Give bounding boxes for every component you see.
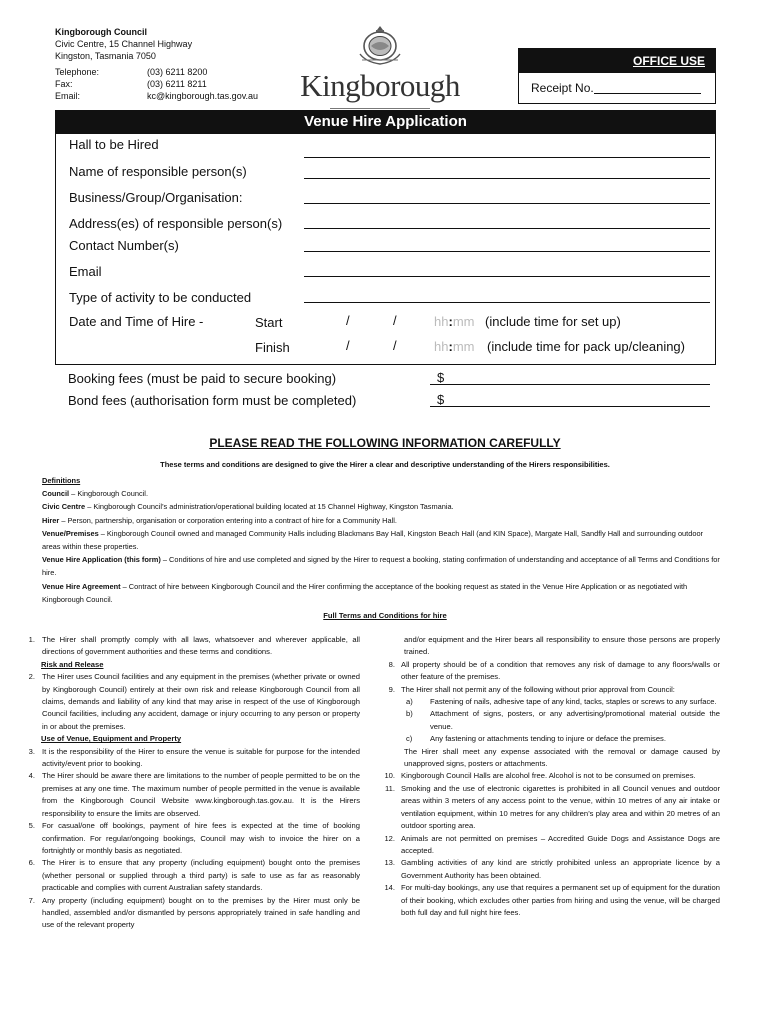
term-number: 4. [28, 771, 35, 781]
minute-placeholder: mm [452, 314, 475, 329]
term-text: It is the responsibility of the Hirer to ensure the venue is suitable for purpose for the intended activity/event prior to booking. [42, 746, 360, 769]
term-number: 9. [388, 684, 395, 694]
definition-item [42, 553, 722, 579]
hour-placeholder: hh [434, 339, 449, 354]
sub-term-text: Attachment of signs, posters, or any advertising/promotional material outside the venue. [430, 709, 720, 731]
term-text: The Hirer shall not permit any of the following without prior approval from Council: [401, 684, 675, 694]
booking-fees-currency: $ [437, 370, 445, 385]
definition-item [42, 500, 722, 513]
definition-text: – Kingborough Council owned and managed Community Halls including Blackmans Bay Hall, Kingston Beach Hall (and KIN Space), Margate Hall, Sandfly Hall and surrounding outdoor areas within these properties. [42, 528, 704, 552]
term-text: All property should be of a condition that removes any risk of damage to any floors/walls or other feature of the premises. [401, 659, 720, 682]
use-of-venue-heading: Use of Venue, Equipment and Property [41, 734, 182, 744]
hour-placeholder: hh [434, 314, 449, 329]
bond-fees-field[interactable] [430, 406, 710, 407]
terms-column-right [380, 634, 720, 919]
address-line-1: Civic Centre, 15 Channel Highway [55, 39, 193, 49]
start-label: Start [255, 315, 283, 330]
term-item [380, 659, 720, 684]
office-use-box [518, 48, 716, 104]
definition-term: Hirer [42, 515, 60, 525]
finish-time-note: (include time for pack up/cleaning) [487, 339, 685, 354]
receipt-number-field[interactable] [594, 81, 701, 94]
address-field[interactable] [304, 228, 710, 229]
office-use-title: OFFICE USE [519, 49, 715, 73]
definition-text: – Conditions of hire and use completed and signed by the Hirer to request a booking, stating confirmation of understanding and acceptance of all Terms and Conditions for hire. [42, 555, 720, 578]
contact-label: Email: [55, 91, 81, 101]
address-line-2: Kingston, Tasmania 7050 [55, 51, 156, 61]
term-item [380, 770, 720, 782]
term-text: For casual/one off bookings, payment of hire fees is expected at the time of booking confirmation. For regular/ongoing bookings, Council may wish to invoice the hirer on a fortnightly or monthly basis as negotiated. [42, 821, 360, 855]
term-number: 11. [385, 783, 395, 793]
definition-item [42, 487, 722, 500]
sub-term-text: Fastening of nails, adhesive tape of any kind, tacks, staples or screws to any surface. [430, 697, 717, 707]
email-label: Email [69, 264, 102, 279]
time-separator: : [448, 339, 453, 354]
contact-row-email [55, 90, 258, 102]
logo-underline [330, 108, 430, 109]
term-number: 3. [28, 746, 35, 756]
term-number: 2. [28, 672, 35, 682]
activity-label: Type of activity to be conducted [69, 290, 252, 305]
definition-term: Council [42, 489, 70, 499]
finish-label: Finish [255, 340, 290, 355]
form-bottom-border [55, 364, 716, 365]
start-date-slash: / [393, 313, 397, 328]
term-item [20, 746, 360, 771]
term-text: The Hirer is to ensure that any property (including equipment) bought onto the premises (whether personal or supplied through a third party) is safe to use as far as reasonably practicable and complies with current Australian safety standards. [42, 858, 360, 893]
finish-date-slash: / [393, 338, 397, 353]
hall-label: Hall to be Hired [69, 137, 159, 152]
term-text: The Hirer uses Council facilities and any equipment in the premises (whether private or owned by Kingborough Council) entirely at their own risk and release Kingborough Council from all claims, demands and liability of any kind that may arise in respect of the use of Kingborough Council facilities, including any accident, damage or injury occurring to any person or property in or about the premises. [42, 672, 360, 731]
term-item [380, 783, 720, 833]
term-number: 12. [384, 833, 395, 843]
term-item [20, 770, 360, 820]
definition-text: – Contract of hire between Kingborough Council and the Hirer confirming the acceptance of the booking request as stated in the Venue Hire Application or as negotiated with Kingborough Council. [42, 581, 688, 604]
term-item [20, 634, 360, 659]
start-date-slash: / [346, 313, 350, 328]
definition-term: Venue Hire Agreement [42, 581, 121, 591]
definitions-section [42, 474, 722, 606]
contact-label: Telephone: [55, 67, 100, 77]
term-number: 8. [388, 659, 395, 669]
term-text: Animals are not permitted on premises – Accredited Guide Dogs and Assistance Dogs are accepted. [401, 833, 720, 855]
responsible-person-label: Name of responsible person(s) [69, 164, 247, 179]
minute-placeholder: mm [452, 339, 475, 354]
contact-value: (03) 6211 8200 [147, 67, 208, 77]
term-text: The Hirer shall promptly comply with all laws, whatsoever and wherever applicable, all directions of government authorities and these terms and conditions. [42, 635, 360, 657]
definition-item [42, 527, 722, 553]
contact-row-fax [55, 78, 258, 90]
risk-release-heading: Risk and Release [41, 659, 104, 669]
term-item [380, 857, 720, 882]
term-item [380, 833, 720, 858]
definition-text: – Kingborough Council’s administration/operational building located at 15 Channel Highway, Kingston Tasmania. [85, 502, 454, 512]
start-time-field[interactable] [434, 314, 474, 329]
term-item [20, 857, 360, 894]
sub-term-item [380, 708, 720, 733]
sub-term-text: Any fastening or attachments tending to injure or deface the premises. [430, 734, 666, 744]
term-item [380, 684, 720, 696]
terms-intro: These terms and conditions are designed to give the Hirer a clear and descriptive understanding of the Hirers responsibilities. [160, 460, 610, 469]
term-continuation: and/or equipment and the Hirer bears all responsibility to ensure those persons are properly trained. [404, 635, 720, 657]
council-address-block [55, 26, 192, 62]
receipt-row [519, 73, 715, 95]
email-field[interactable] [304, 276, 710, 277]
term-text: Smoking and the use of electronic cigarettes is prohibited in all Council venues and outdoor areas within 3 meters of any access point to the venue, within 10 metres of any air intake or ventilation equipment, within 10 metres for any children’s play area and within 20 metres of an outdoor sporting area. [401, 783, 720, 831]
contact-label: Fax: [55, 79, 73, 89]
contact-row-telephone [55, 66, 258, 78]
term-number: 6. [28, 858, 35, 868]
definition-text: – Person, partnership, organisation or corporation entering into a contract of hire for a Community Hall. [59, 515, 397, 525]
definition-text: – Kingborough Council. [69, 489, 148, 499]
venue-hire-form [55, 110, 716, 365]
contact-value: (03) 6211 8211 [147, 79, 207, 89]
term-number: 7. [28, 895, 35, 905]
term-number: 1. [28, 635, 35, 644]
form-title: Venue Hire Application [56, 110, 715, 134]
kingborough-logo [300, 24, 460, 104]
term-text: The Hirer should be aware there are limitations to the number of people permitted to be on the premises at any one time. The maximum number of people permitted in the venue is available from the Kingborough Council Website www.kingborough.tas.gov.au. It is the Hirers responsibility to ensure the limits are observed. [42, 771, 360, 818]
term-9-tail: The Hirer shall meet any expense associated with the removal or damage caused by unapproved signs, posters or attachments. [404, 746, 720, 769]
term-number: 14. [384, 883, 395, 893]
definitions-title: Definitions [42, 476, 81, 485]
definition-item [42, 580, 722, 606]
council-crest-icon [352, 24, 408, 70]
organisation-field[interactable] [304, 203, 710, 204]
definition-item [42, 514, 722, 527]
bond-fees-label: Bond fees (authorisation form must be completed) [68, 393, 357, 408]
finish-date-slash: / [346, 338, 350, 353]
term-item [20, 895, 360, 932]
sub-term-item [380, 696, 720, 708]
logo-wordmark: Kingborough [300, 68, 460, 103]
receipt-label: Receipt No. [531, 81, 594, 95]
finish-time-field[interactable] [434, 339, 474, 354]
council-name: Kingborough Council [55, 27, 147, 37]
bond-fees-currency: $ [437, 392, 445, 407]
contact-number-label: Contact Number(s) [69, 238, 179, 253]
booking-fees-label: Booking fees (must be paid to secure booking) [68, 371, 337, 386]
read-carefully-heading: PLEASE READ THE FOLLOWING INFORMATION CAREFULLY [209, 436, 561, 450]
term-number: 10. [384, 771, 395, 781]
date-time-label: Date and Time of Hire - [69, 314, 204, 329]
activity-field[interactable] [304, 302, 710, 303]
sub-term-letter: b) [406, 709, 413, 719]
definition-term: Civic Centre [42, 502, 86, 512]
organisation-label: Business/Group/Organisation: [69, 190, 243, 205]
address-label: Address(es) of responsible person(s) [69, 216, 283, 231]
definition-term: Venue Hire Application (this form) [42, 555, 161, 565]
time-separator: : [448, 314, 453, 329]
full-terms-title: Full Terms and Conditions for hire [323, 611, 447, 620]
term-item [20, 820, 360, 857]
definition-term: Venue/Premises [42, 528, 99, 538]
sub-term-letter: a) [406, 697, 413, 707]
start-time-note: (include time for set up) [485, 314, 621, 329]
term-item [20, 671, 360, 733]
term-text: Any property (including equipment) bought on to the premises by the Hirer must only be handled, assembled and/or dismantled by persons appropriately trained in safe handling and use of the relevant property [42, 895, 360, 930]
term-number: 5. [28, 821, 35, 831]
responsible-person-field[interactable] [304, 178, 710, 179]
term-text: Kingborough Council Halls are alcohol free. Alcohol is not to be consumed on premises. [401, 771, 696, 781]
terms-column-left [20, 634, 360, 932]
term-text: Gambling activities of any kind are strictly prohibited unless an appropriate licence by a Government Authority has been obtained. [401, 858, 720, 880]
term-item [380, 882, 720, 919]
contact-number-field[interactable] [304, 251, 710, 252]
sub-term-letter: c) [406, 734, 413, 744]
hall-field[interactable] [304, 157, 710, 158]
contact-value: kc@kingborough.tas.gov.au [147, 91, 259, 101]
term-number: 13. [384, 858, 395, 868]
term-text: For multi-day bookings, any use that requires a permanent set up of equipment for the duration of their booking, which excludes other parties from hiring and using the venue, will be charged both full day and full night hire fees. [401, 883, 720, 917]
booking-fees-field[interactable] [430, 384, 710, 385]
contact-details [55, 66, 258, 102]
sub-term-item [380, 733, 720, 745]
